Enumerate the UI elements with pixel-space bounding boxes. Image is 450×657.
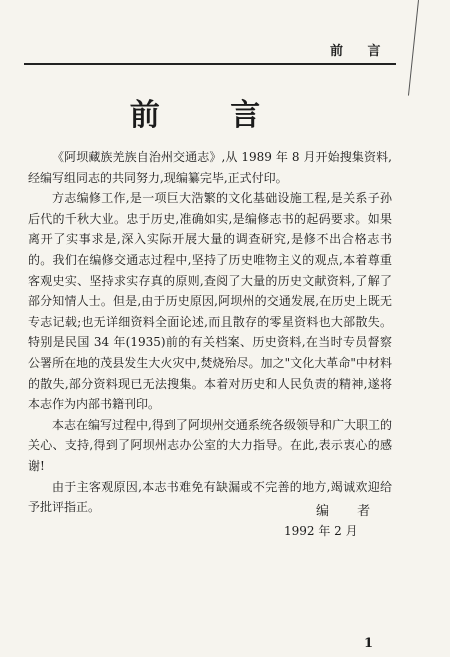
- page-number: 1: [364, 636, 374, 651]
- scan-artifact-line: [408, 0, 419, 96]
- header-rule: [24, 63, 396, 65]
- publication-date: 1992 年 2 月: [284, 524, 358, 538]
- paragraph-4: 由于主客观原因,本志书难免有缺漏或不完善的地方,竭诚欢迎给予批评指正。: [28, 479, 392, 515]
- paragraph-2: 方志编修工作,是一项巨大浩繁的文化基础设施工程,是关系子孙后代的千秋大业。忠于历史,准确如实,是编修志书的起码要求。如果离开了实事求是,深入实际开展大量的调查研究,是修不出合格志书的。我们在编修交通志过程中,坚持了历史唯物主义的观点,本着尊重客观史实、坚持求实存真的原则,查阅了大量的历史文献资料,了解了部分知情人士。但是,由于历史原因,阿坝州的交通发展,在历史上既无专志记载;也无详细资料全面论述,而且散存的零星资料也大部散失。特别是民国 34 年(1935)前的有关档案、历史资料,在当时专员督察公署所在地的茂县发生大火灾中,焚烧殆尽。加之"文化大革命"中材料的散失,部分资料现已无法搜集。本着对历史和人民负责的精神,遂将本志作为内部书籍刊印。: [28, 191, 392, 412]
- body-text: [28, 147, 392, 518]
- paragraph-3: 本志在编写过程中,得到了阿坝州交通系统各级领导和广大职工的关心、支持,得到了阿坝州志办公室的大力指导。在此,表示衷心的感谢!: [28, 417, 392, 473]
- running-header: 前 言: [330, 44, 391, 59]
- page-title: 前 言: [129, 98, 291, 133]
- author-signature: 编 者: [316, 504, 383, 519]
- paragraph-1: 《阿坝藏族羌族自治州交通志》,从 1989 年 8 月开始搜集资料,经编写组同志的共同努力,现编纂完毕,正式付印。: [28, 150, 392, 185]
